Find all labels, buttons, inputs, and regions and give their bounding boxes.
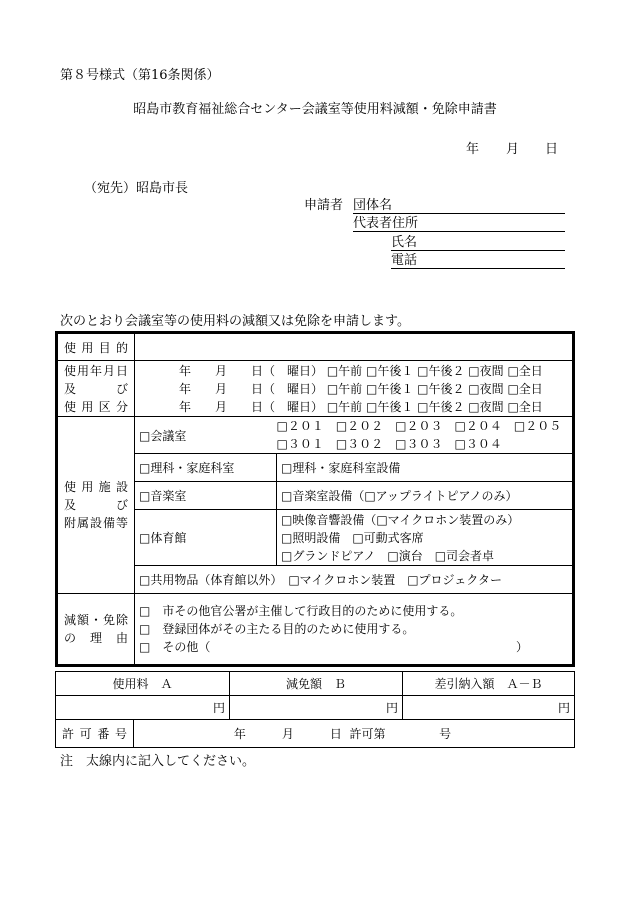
science-room-checkbox[interactable]: □理科・家庭科室 xyxy=(135,454,277,482)
gym-row xyxy=(57,510,574,566)
rep-address-field[interactable]: 代表者住所 xyxy=(353,212,565,232)
fee-value-row xyxy=(56,696,575,720)
science-row xyxy=(57,454,574,482)
datetime-field[interactable] xyxy=(135,361,574,417)
date-day: 日 xyxy=(545,142,559,157)
room-checkboxes[interactable] xyxy=(277,417,574,454)
datetime-label-3: 使用区分 xyxy=(64,399,128,414)
form-number: 第８号様式（第16条関係） xyxy=(60,68,220,83)
fee-a-yen[interactable]: 円 xyxy=(56,696,230,720)
science-equip-checkbox[interactable]: □理科・家庭科室設備 xyxy=(277,454,574,482)
shared-row xyxy=(57,566,574,594)
reason-option-2[interactable]: □ 登録団体がその主たる目的のために使用する。 xyxy=(139,622,415,636)
datetime-label-2: 及 び xyxy=(64,381,128,396)
gym-equip-2[interactable]: □照明設備 □可動式客席 xyxy=(281,530,424,545)
permit-number-label: 許可第 xyxy=(349,727,386,741)
gym-equip-3[interactable]: □グランドピアノ □演台 □司会者卓 xyxy=(281,548,495,563)
purpose-label: 使用目的 xyxy=(57,333,135,361)
permit-field[interactable] xyxy=(134,720,575,748)
session-options[interactable]: □午前 □午後１ □午後２ □夜間 □全日 xyxy=(326,363,543,378)
permit-go: 号 xyxy=(439,727,452,741)
date-month: 月 xyxy=(506,142,520,157)
meeting-room-checkbox[interactable]: □会議室 xyxy=(135,417,277,454)
reason-label-2: の 理 由 xyxy=(64,631,128,645)
page-title: 昭島市教育福祉総合センター会議室等使用料減額・免除申請書 xyxy=(133,102,497,117)
reason-option-1[interactable]: □ 市その他官公署が主催して行政目的のために使用する。 xyxy=(139,604,463,618)
gym-checkbox[interactable]: □体育館 xyxy=(135,510,277,566)
purpose-row xyxy=(57,333,574,361)
session-options[interactable]: □午前 □午後１ □午後２ □夜間 □全日 xyxy=(326,381,543,396)
phone-field[interactable]: 電話 xyxy=(391,249,565,269)
session-options[interactable]: □午前 □午後１ □午後２ □夜間 □全日 xyxy=(326,399,543,414)
date-entry: 年 月 日（ 曜日） xyxy=(179,381,324,396)
reduction-b-label: 減免額 Ｂ xyxy=(230,672,403,696)
note: 注 太線内に記入してください。 xyxy=(60,754,256,769)
date-entry: 年 月 日（ 曜日） xyxy=(179,363,324,378)
music-room-checkbox[interactable]: □音楽室 xyxy=(135,482,277,510)
fee-a-label: 使用料 Ａ xyxy=(56,672,230,696)
datetime-label xyxy=(57,361,135,417)
facility-label-3: 附属設備等 xyxy=(64,516,128,530)
reason-label xyxy=(57,594,135,666)
facility-label-2: 及 び xyxy=(64,498,128,512)
reduction-b-yen[interactable]: 円 xyxy=(230,696,403,720)
application-table xyxy=(55,331,575,667)
datetime-row xyxy=(57,361,574,417)
reason-close-paren: ） xyxy=(515,640,528,654)
rooms-line-1[interactable]: □２０１ □２０２ □２０３ □２０４ □２０５ xyxy=(276,419,562,433)
fee-header-row xyxy=(56,672,575,696)
permit-date: 年 月 日 xyxy=(233,727,342,741)
group-name-field[interactable]: 団体名 xyxy=(353,194,565,214)
facility-label xyxy=(57,417,135,594)
addressee: （宛先）昭島市長 xyxy=(84,181,189,196)
gym-equip-1[interactable]: □映像音響設備（□マイクロホン装置のみ） xyxy=(281,512,520,527)
date-entry: 年 月 日（ 曜日） xyxy=(179,399,324,414)
gym-equip[interactable] xyxy=(277,510,574,566)
reason-row xyxy=(57,594,574,666)
intro-text: 次のとおり会議室等の使用料の減額又は免除を申請します。 xyxy=(60,314,410,329)
music-row xyxy=(57,482,574,510)
facility-label-1: 使用施設 xyxy=(64,480,128,494)
purpose-field[interactable] xyxy=(135,333,574,361)
reason-option-3[interactable]: □ その他（ xyxy=(139,640,211,654)
music-equip-checkbox[interactable]: □音楽室設備（□アップライトピアノのみ） xyxy=(277,482,574,510)
applicant-label: 申請者 xyxy=(304,198,344,213)
date-year: 年 xyxy=(466,142,480,157)
permit-row xyxy=(56,720,575,748)
datetime-label-1: 使用年月日 xyxy=(64,363,128,378)
net-amount-label: 差引納入額 Ａ－Ｂ xyxy=(403,672,575,696)
net-amount-yen[interactable]: 円 xyxy=(403,696,575,720)
meeting-room-row xyxy=(57,417,574,454)
name-field[interactable]: 氏名 xyxy=(391,231,565,251)
reason-label-1: 減額・免除 xyxy=(64,613,128,627)
rooms-line-2[interactable]: □３０１ □３０２ □３０３ □３０４ xyxy=(276,437,502,451)
fee-table xyxy=(55,671,575,748)
permit-label: 許可番号 xyxy=(56,720,134,748)
shared-items-checkbox[interactable]: □共用物品（体育館以外） □マイクロホン装置 □プロジェクター xyxy=(135,566,574,594)
reason-options[interactable] xyxy=(135,594,574,666)
